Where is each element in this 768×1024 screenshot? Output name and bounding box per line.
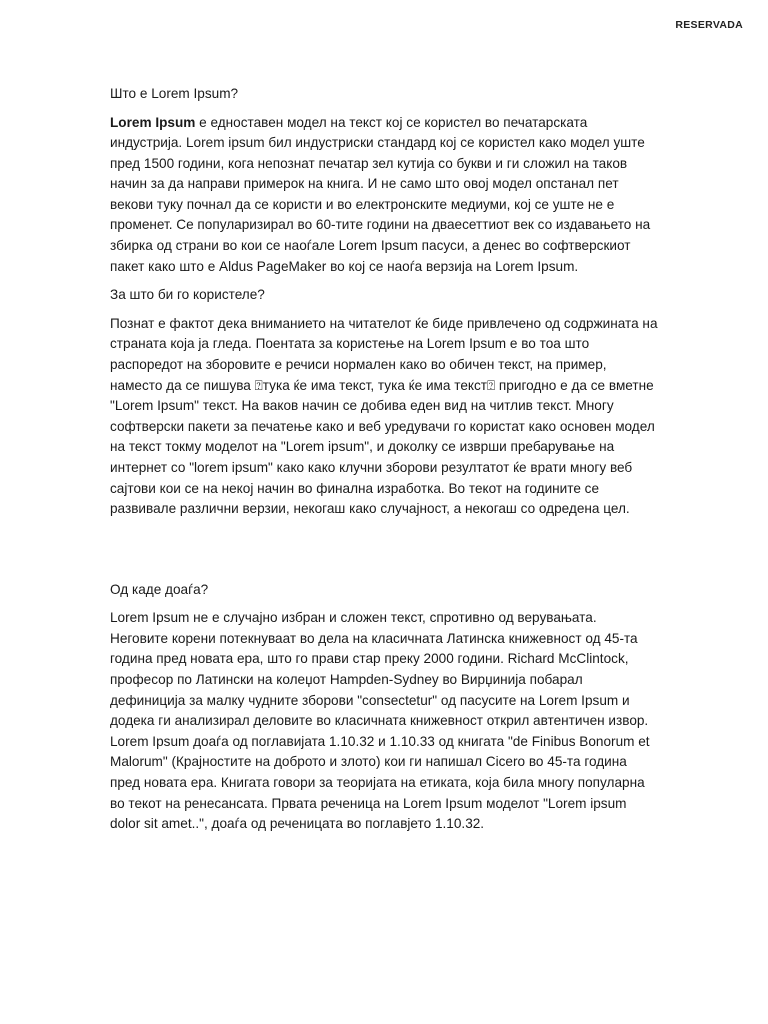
lorem-ipsum-bold-lead: Lorem Ipsum <box>110 114 196 130</box>
section-heading-what-is: Што е Lorem Ipsum? <box>110 86 239 101</box>
paragraph-text: е едноставен модел на текст кој се користел во печатарската индустрија. Lorem ipsum бил индустриски стандард кој се користел како модел уште пред 1500 години, кога непознат печатар зел кутија со букви и ги сложил на таков начин за да направи примерок на книга. И не само што овој модел опстанал пет векови туку почнал да се користи и во електронските медиуми, кој се уште не е променет. Се популаризирал во 60-тите години на дваесеттиот век со издавањето на збирка од страни во кои се наоѓале Lorem Ipsum пасуси, а денес во софтверскиот пакет како што е Aldus PageMaker во кој се наоѓа верзија на Lorem Ipsum. <box>110 114 651 274</box>
vertical-spacer <box>110 528 658 580</box>
classification-label: RESERVADA <box>675 19 743 31</box>
section-heading-where-from: Од каде доаѓа? <box>110 581 209 597</box>
section-heading-why-use: За што би го користеле? <box>110 287 265 303</box>
section-paragraph-why-use: Познат е фактот дека вниманието на читателот ќе биде привлечено од содржината на страната која ја гледа. Поентата за користење на Lorem Ipsum е во тоа што распоредот на зборовите е речиси нормален како во обичен текст, на пример, наместо да се пишува ⍰тука ќе има текст, тука ќе има текст⍰ пригодно е да се вметне "Lorem Ipsum" текст. На ваков начин се добива еден вид на читлив текст. Многу софтверски пакети за печатење како и веб уредувачи го користат како основен модел на текст токму моделот на "Lorem ipsum", и доколку се изврши пребарување на интернет со "lorem ipsum" како како клучни зборови резултатот ќе врати многу веб сајтови кои се на некој начин во финална изработка. Во текот на годините се развивале различни верзии, некогаш како случајност, а некогаш со одредена цел. <box>110 315 658 517</box>
document-body <box>110 84 658 843</box>
section-paragraph-what-is <box>110 113 658 278</box>
section-paragraph-where-from: Lorem Ipsum не е случајно избран и сложен текст, спротивно од верувањата. Неговите корени потекнуваат во дела на класичната Латинска книжевност од 45-та година пред новата ера, што го прави стар преку 2000 години. Richard McClintock, професор по Латински на колеџот Hampden-Sydney во Вирџинија побарал дефиниција за малку чудните зборови "consectetur" од пасусите на Lorem Ipsum и додека ги анализирал деловите во класичната книжевност открил автентичен извор. Lorem Ipsum доаѓа од поглавијата 1.10.32 и 1.10.33 од книгата "de Finibus Bonorum et Malorum" (Крајностите на доброто и злото) кои ги напишал Cicero во 45-та година пред новата ера. Книгата говори за теоријата на етиката, која била многу популарна во текот на ренесансата. Првата реченица на Lorem Ipsum моделот "Lorem ipsum dolor sit amet..", доаѓа од реченицата во поглавјето 1.10.32. <box>110 610 650 832</box>
